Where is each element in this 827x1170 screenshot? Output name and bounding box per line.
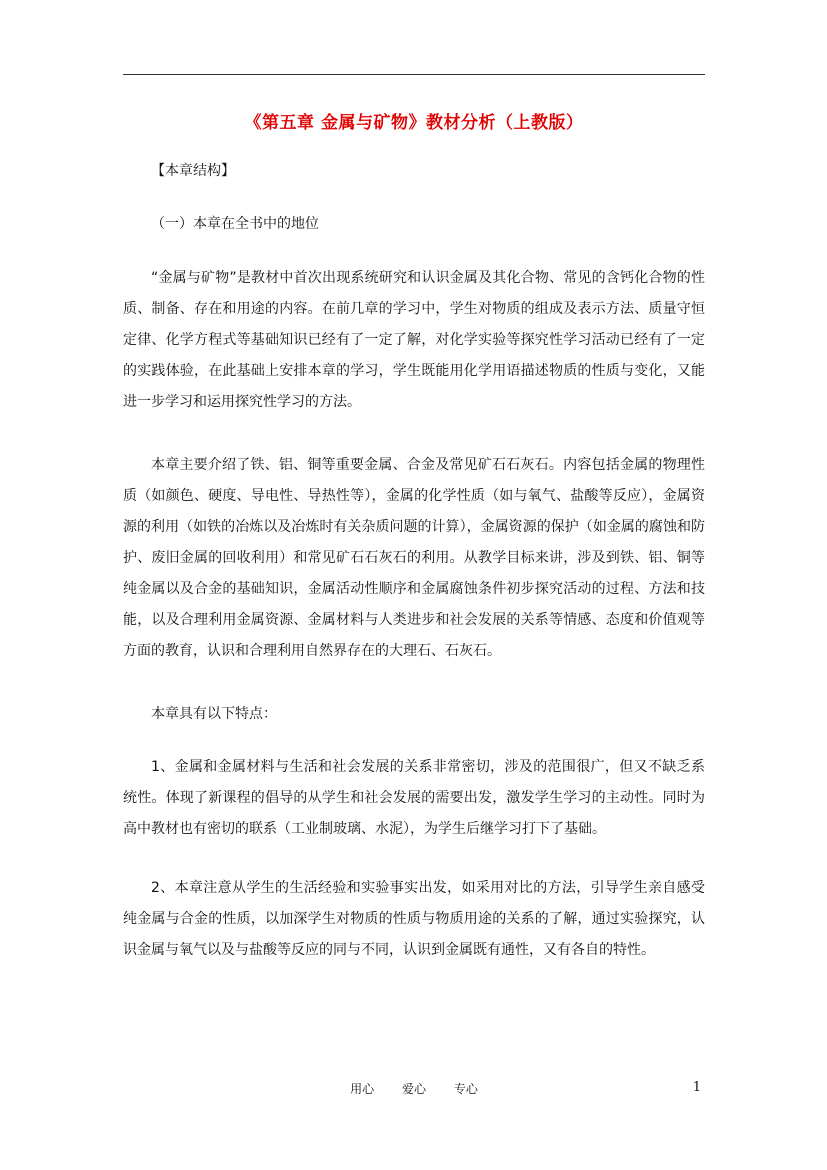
paragraph-position: “金属与矿物”是教材中首次出现系统研究和认识金属及其化合物、常见的含钙化合物的性质、制备、存在和用途的内容。在前几章的学习中，学生对物质的组成及表示方法、质量守恒定律、化学方程式等基础知识已经有了一定了解，对化学实验等探究性学习活动已经有了一定的实践体验，在此基础上安排本章的学习，学生既能用化学用语描述物质的性质与变化，又能进一步学习和运用探究性学习的方法。 xyxy=(123,270,705,410)
subsection-heading: （一）本章在全书中的地位 xyxy=(151,216,319,232)
footer-item: 专心 xyxy=(453,1082,478,1096)
paragraph-feature-2: 2、本章注意从学生的生活经验和实验事实出发，如采用对比的方法，引导学生亲自感受纯金属与合金的性质，以加深学生对物质的性质与物质用途的关系的了解，通过实验探究，认识金属与氧气以及与盐酸等反应的同与不同，认识到金属既有通性，又有各自的特性。 xyxy=(123,880,705,958)
header-rule xyxy=(123,74,705,75)
paragraph-features-intro: 本章具有以下特点： xyxy=(151,706,277,722)
footer-item: 用心 xyxy=(350,1082,375,1096)
paragraph-content: 本章主要介绍了铁、铝、铜等重要金属、合金及常见矿石石灰石。内容包括金属的物理性质（如颜色、硬度、导电性、导热性等），金属的化学性质（如与氧气、盐酸等反应），金属资源的利用（如铁的冶炼以及冶炼时有关杂质问题的计算），金属资源的保护（如金属的腐蚀和防护、废旧金属的回收利用）和常见矿石石灰石的利用。从教学目标来讲，涉及到铁、铝、铜等纯金属以及合金的基础知识，金属活动性顺序和金属腐蚀条件初步探究活动的过程、方法和技能，以及合理利用金属资源、金属材料与人类进步和社会发展的关系等情感、态度和价值观等方面的教育，认识和合理利用自然界存在的大理石、石灰石。 xyxy=(123,457,705,659)
page-footer xyxy=(123,1080,705,1100)
page-number: 1 xyxy=(692,1080,701,1095)
footer-slogan xyxy=(123,1080,705,1097)
page-title: 《第五章 金属与矿物》教材分析（上教版） xyxy=(244,113,584,133)
footer-item: 爱心 xyxy=(401,1082,426,1096)
section-heading: 【本章结构】 xyxy=(151,163,235,179)
paragraph-feature-1: 1、金属和金属材料与生活和社会发展的关系非常密切，涉及的范围很广，但又不缺乏系统性。体现了新课程的倡导的从学生和社会发展的需要出发，激发学生学习的主动性。同时为高中教材也有密切的联系（工业制玻璃、水泥），为学生后继学习打下了基础。 xyxy=(123,759,705,837)
